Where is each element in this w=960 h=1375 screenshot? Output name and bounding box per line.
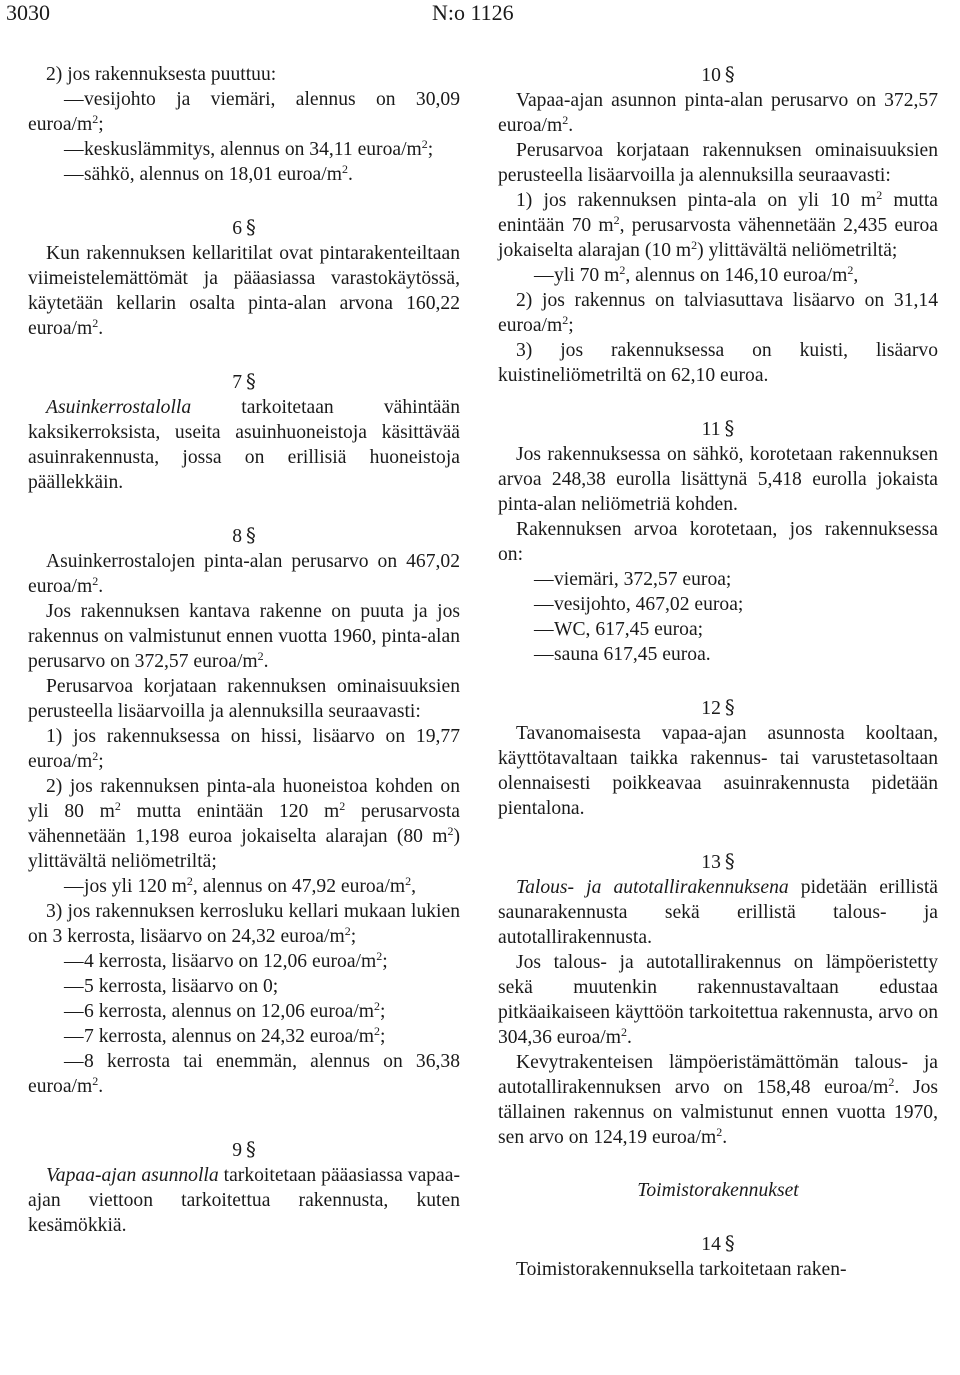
section-heading-6: 6 § <box>232 216 256 239</box>
defined-term: Talous- ja autotallirakennuksena <box>516 877 789 898</box>
page-header <box>0 0 960 30</box>
list-item: 2) jos rakennuksen pinta-ala huoneistoa kohden on yli 80 $m^2$ mutta enintään 120 $m^2$ perusarvosta vähennetään 1,198 euroa jokaiselta alarajan (80 $m^2$) ylittävältä neliömetriltä; <box>28 776 461 872</box>
list-item: 2) jos rakennus on talviasuttava lisäarvo on 31,14 euroa/$m^2$; <box>498 290 938 336</box>
dash-item: —vesijohto ja viemäri, alennus on 30,09 euroa/$m^2$; <box>28 89 460 135</box>
dash-item: —sauna 617,45 euroa. <box>534 644 711 665</box>
section-13-text: Talous- ja autotallirakennuksena pidetään erillistä saunarakennusta sekä erillistä talous- ja autotallirakennusta. <box>498 877 938 948</box>
paragraph: Jos talous- ja autotallirakennus on lämpöeristetty sekä muutenkin rakennustavaltaan edustaa pitkäaikaiseen käyttöön tarkoitettua rakennusta, arvo on 304,36 euroa/$m^2$. <box>498 952 938 1048</box>
section-heading-9: 9 § <box>232 1138 256 1161</box>
section-12-text: Tavanomaisesta vapaa-ajan asunnosta kooltaan, käyttötavaltaan taikka rakennus- tai varustetasoltaan olennaisesti poikkeavaa asuinrakennusta pidetään pientalona. <box>498 723 938 819</box>
list-item: 2) jos rakennuksesta puuttuu: <box>46 64 277 85</box>
paragraph: Kevytrakenteisen lämpöeristämättömän talous- ja autotallirakennuksen arvo on 158,48 euroa/$m^2$. Jos tällainen rakennus on valmistunut ennen vuotta 1970, sen arvo on 124,19 euroa/$m^2$. <box>498 1052 938 1148</box>
dash-item: —WC, 617,45 euroa; <box>534 619 704 640</box>
dash-item: —sähkö, alennus on 18,01 euroa/$m^2$. <box>64 162 353 185</box>
dash-item: —6 kerrosta, alennus on 12,06 euroa/$m^2$; <box>64 999 386 1022</box>
section-heading-11: 11 § <box>701 417 735 440</box>
right-column <box>498 62 938 1282</box>
section-6-text: Kun rakennuksen kellaritilat ovat pintarakenteiltaan viimeistelemättömät ja pääasiassa varastokäytössä, käytetään kellarin osalta pinta-alan arvona 160,22 euroa/$m^2$. <box>28 243 460 339</box>
section-7-text: Asuinkerrostalolla tarkoitetaan vähintään kaksikerroksista, useita asuinhuoneistoja käsittävää asuinrakennusta, jossa on erillisiä huoneistoja päällekkäin. <box>28 397 460 493</box>
dash-item: —vesijohto, 467,02 euroa; <box>534 594 744 615</box>
left-column <box>28 62 460 1238</box>
dash-item: —5 kerrosta, lisäarvo on 0; <box>64 976 279 997</box>
paragraph: Perusarvoa korjataan rakennuksen ominaisuuksien perusteella lisäarvoilla ja alennuksilla seuraavasti: <box>28 676 460 722</box>
list-item: 1) jos rakennuksessa on hissi, lisäarvo on 19,77 euroa/$m^2$; <box>28 726 460 772</box>
section-14-text: Toimistorakennuksella tarkoitetaan raken- <box>516 1259 847 1280</box>
list-item: 1) jos rakennuksen pinta-ala on yli 10 $m^2$ mutta enintään 70 $m^2$, perusarvosta vähennetään 2,435 euroa jokaiselta alarajan (10 $m^2$) ylittävältä neliömetriltä; <box>498 188 938 261</box>
section-heading-8: 8 § <box>232 524 256 547</box>
dash-item: —viemäri, 372,57 euroa; <box>534 569 732 590</box>
section-heading-13: 13 § <box>701 850 735 873</box>
dash-item: —4 kerrosta, lisäarvo on 12,06 euroa/$m^2$; <box>64 949 388 972</box>
paragraph: Asuinkerrostalojen pinta-alan perusarvo on 467,02 euroa/$m^2$. <box>28 551 460 597</box>
defined-term: Asuinkerrostalolla <box>46 397 192 418</box>
section-heading-12: 12 § <box>701 696 735 719</box>
dash-item: —keskuslämmitys, alennus on 34,11 euroa/$m^2$; <box>64 137 434 160</box>
dash-item: —jos yli 120 $m^2$, alennus on 47,92 euroa/$m^2$, <box>64 874 417 897</box>
section-heading-14: 14 § <box>701 1232 735 1255</box>
document-number: N:o 1126 <box>432 0 514 25</box>
list-item: 3) jos rakennuksen kerrosluku kellari mukaan lukien on 3 kerrosta, lisäarvo on 24,32 euroa/$m^2$; <box>28 901 460 947</box>
dash-item: —7 kerrosta, alennus on 24,32 euroa/$m^2$; <box>64 1024 386 1047</box>
paragraph: Jos rakennuksen kantava rakenne on puuta ja jos rakennus on valmistunut ennen vuotta 1960, pinta-alan perusarvo on 372,57 euroa/$m^2$. <box>28 601 460 672</box>
paragraph: Rakennuksen arvoa korotetaan, jos rakennuksessa on: <box>498 519 938 565</box>
dash-item: —8 kerrosta tai enemmän, alennus on 36,38 euroa/$m^2$. <box>28 1051 460 1097</box>
section-heading-7: 7 § <box>232 370 256 393</box>
list-item: 3) jos rakennuksessa on kuisti, lisäarvo kuistineliömetriltä on 62,10 euroa. <box>498 340 938 386</box>
section-9-text: Vapaa-ajan asunnolla tarkoitetaan pääasiassa vapaa-ajan viettoon tarkoitettua rakennusta, kuten kesämökkiä. <box>28 1165 460 1236</box>
section-heading-10: 10 § <box>701 63 735 86</box>
dash-item: —yli 70 $m^2$, alennus on 146,10 euroa/$m^2$, <box>534 263 859 286</box>
paragraph: Jos rakennuksessa on sähkö, korotetaan rakennuksen arvoa 248,38 eurolla lisättynä 5,418 eurolla jokaista pinta-alan neliömetriä kohden. <box>498 444 938 515</box>
chapter-heading: Toimistorakennukset <box>637 1180 799 1201</box>
page-number: 3030 <box>6 0 50 25</box>
paragraph: Perusarvoa korjataan rakennuksen ominaisuuksien perusteella lisäarvoilla ja alennuksilla seuraavasti: <box>498 140 938 186</box>
defined-term: Vapaa-ajan asunnolla <box>46 1165 219 1186</box>
paragraph: Vapaa-ajan asunnon pinta-alan perusarvo on 372,57 euroa/$m^2$. <box>498 90 938 136</box>
